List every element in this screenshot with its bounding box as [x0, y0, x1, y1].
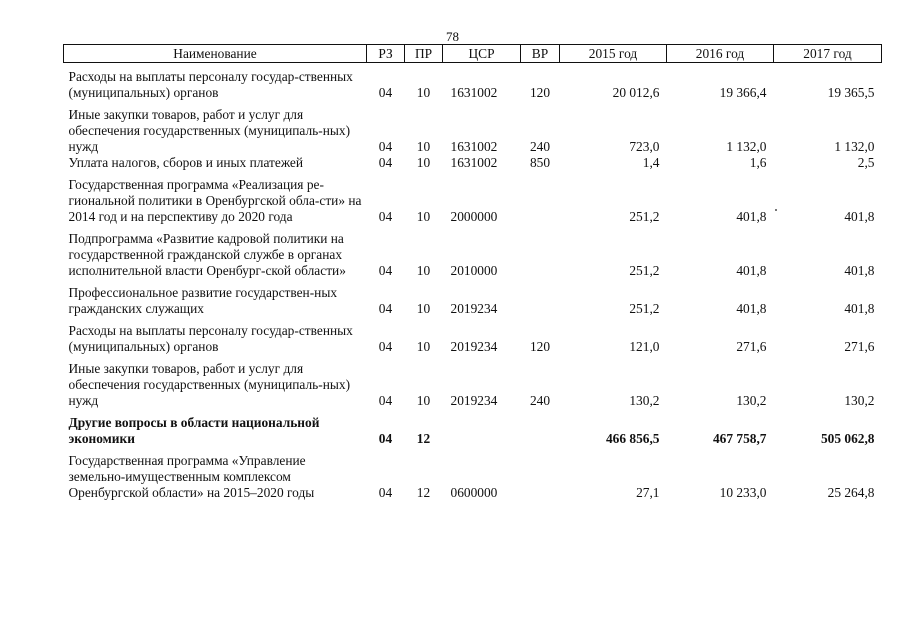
page-number: 78	[446, 29, 459, 44]
row-2016: 1,6	[749, 155, 767, 170]
row-csr	[443, 409, 521, 447]
row-2017: 505 062,8	[820, 431, 875, 446]
header-vr: ВР	[521, 45, 560, 63]
row-name: Уплата налогов, сборов и иных платежей	[68, 155, 304, 170]
header-rz: РЗ	[367, 45, 405, 63]
row-pr: 10	[416, 85, 431, 100]
budget-table	[63, 44, 882, 501]
row-2017: 130,2	[844, 393, 875, 408]
row-rz: 04	[378, 301, 393, 316]
table-header-row	[64, 45, 882, 63]
row-2017: 1 132,0	[834, 139, 875, 154]
table-row	[64, 225, 882, 279]
table-body	[64, 63, 882, 502]
row-pr: 10	[416, 339, 431, 354]
row-pr: 12	[416, 485, 431, 500]
row-2016: 130,2	[736, 393, 767, 408]
row-csr: 0600000	[450, 485, 498, 500]
table-row	[64, 317, 882, 355]
row-pr: 10	[416, 139, 431, 154]
row-csr: 1631002	[450, 85, 498, 100]
row-vr: 240	[529, 393, 551, 408]
header-2016: 2016 год	[667, 45, 774, 63]
row-rz: 04	[378, 139, 393, 154]
row-2015: 1,4	[642, 155, 660, 170]
row-rz: 04	[378, 393, 393, 408]
header-name: Наименование	[64, 45, 367, 63]
row-2015: 251,2	[629, 209, 660, 224]
row-name: Государственная программа «Реализация ре-гиональной политики в Оренбургской обла-сти» на 2014 год и на перспективу до 2020 года	[68, 177, 362, 224]
row-2015: 723,0	[629, 139, 660, 154]
row-rz: 04	[378, 155, 393, 170]
row-2016: 1 132,0	[726, 139, 767, 154]
row-2017: 25 264,8	[827, 485, 875, 500]
row-rz: 04	[378, 209, 393, 224]
row-2015: 27,1	[636, 485, 660, 500]
row-name: Расходы на выплаты персоналу государ-ственных (муниципальных) органов	[68, 323, 353, 354]
row-2015: 20 012,6	[612, 85, 660, 100]
row-vr: 120	[529, 85, 551, 100]
row-name: Расходы на выплаты персоналу государ-ственных (муниципальных) органов	[68, 69, 353, 100]
row-2017: 271,6	[844, 339, 875, 354]
row-2017: 401,8	[844, 263, 875, 278]
table-row	[64, 171, 882, 225]
row-vr	[521, 409, 560, 447]
table-row	[64, 279, 882, 317]
row-2016: 467 758,7	[712, 431, 767, 446]
row-name: Подпрограмма «Развитие кадровой политики на государственной гражданской службе в органах исполнительной власти Оренбург-ской области»	[68, 231, 346, 278]
row-vr	[521, 225, 560, 279]
row-name: Другие вопросы в области национальной экономики	[68, 415, 320, 446]
row-pr: 10	[416, 209, 431, 224]
row-pr: 12	[416, 431, 431, 446]
row-2015: 121,0	[629, 339, 660, 354]
row-2016: 10 233,0	[719, 485, 767, 500]
row-csr: 2019234	[450, 301, 498, 316]
header-csr: ЦСР	[443, 45, 521, 63]
row-name: Иные закупки товаров, работ и услуг для обеспечения государственных (муниципаль-ных) нужд	[68, 107, 351, 154]
row-name: Государственная программа «Управление земельно-имущественным комплексом Оренбургской области» на 2015–2020 годы	[68, 453, 315, 500]
row-2015: 251,2	[629, 301, 660, 316]
row-vr	[521, 447, 560, 501]
row-2015: 130,2	[629, 393, 660, 408]
table-row	[64, 355, 882, 409]
row-csr: 2010000	[450, 263, 498, 278]
row-name: Иные закупки товаров, работ и услуг для обеспечения государственных (муниципаль-ных) нужд	[68, 361, 351, 408]
row-rz: 04	[378, 485, 393, 500]
row-rz: 04	[378, 431, 393, 446]
row-csr: 2019234	[450, 393, 498, 408]
row-pr: 10	[416, 155, 431, 170]
row-2017: 19 365,5	[827, 85, 875, 100]
row-rz: 04	[378, 85, 393, 100]
row-pr: 10	[416, 393, 431, 408]
row-2017: 2,5	[857, 155, 875, 170]
row-2016: 271,6	[736, 339, 767, 354]
row-vr: 240	[529, 139, 551, 154]
row-rz: 04	[378, 263, 393, 278]
row-2016: 401,8	[736, 263, 767, 278]
row-2016: 401,8	[736, 209, 767, 224]
row-csr: 1631002	[450, 155, 498, 170]
scan-speck	[775, 209, 777, 211]
row-rz: 04	[378, 339, 393, 354]
table-row	[64, 409, 882, 447]
row-2016: 19 366,4	[719, 85, 767, 100]
header-2017: 2017 год	[774, 45, 882, 63]
row-csr: 1631002	[450, 139, 498, 154]
row-vr: 120	[529, 339, 551, 354]
row-name: Профессиональное развитие государствен-ных гражданских служащих	[68, 285, 338, 316]
row-2017: 401,8	[844, 209, 875, 224]
row-2017: 401,8	[844, 301, 875, 316]
table-row	[64, 101, 882, 155]
row-2015: 251,2	[629, 263, 660, 278]
row-vr: 850	[529, 155, 551, 170]
table-row	[64, 447, 882, 501]
row-csr: 2000000	[450, 209, 498, 224]
row-2016: 401,8	[736, 301, 767, 316]
row-pr: 10	[416, 263, 431, 278]
table-row	[64, 155, 882, 171]
table-row	[64, 63, 882, 102]
row-vr	[521, 171, 560, 225]
row-vr	[521, 279, 560, 317]
row-2015: 466 856,5	[605, 431, 660, 446]
row-csr: 2019234	[450, 339, 498, 354]
header-2015: 2015 год	[560, 45, 667, 63]
row-pr: 10	[416, 301, 431, 316]
header-pr: ПР	[405, 45, 443, 63]
